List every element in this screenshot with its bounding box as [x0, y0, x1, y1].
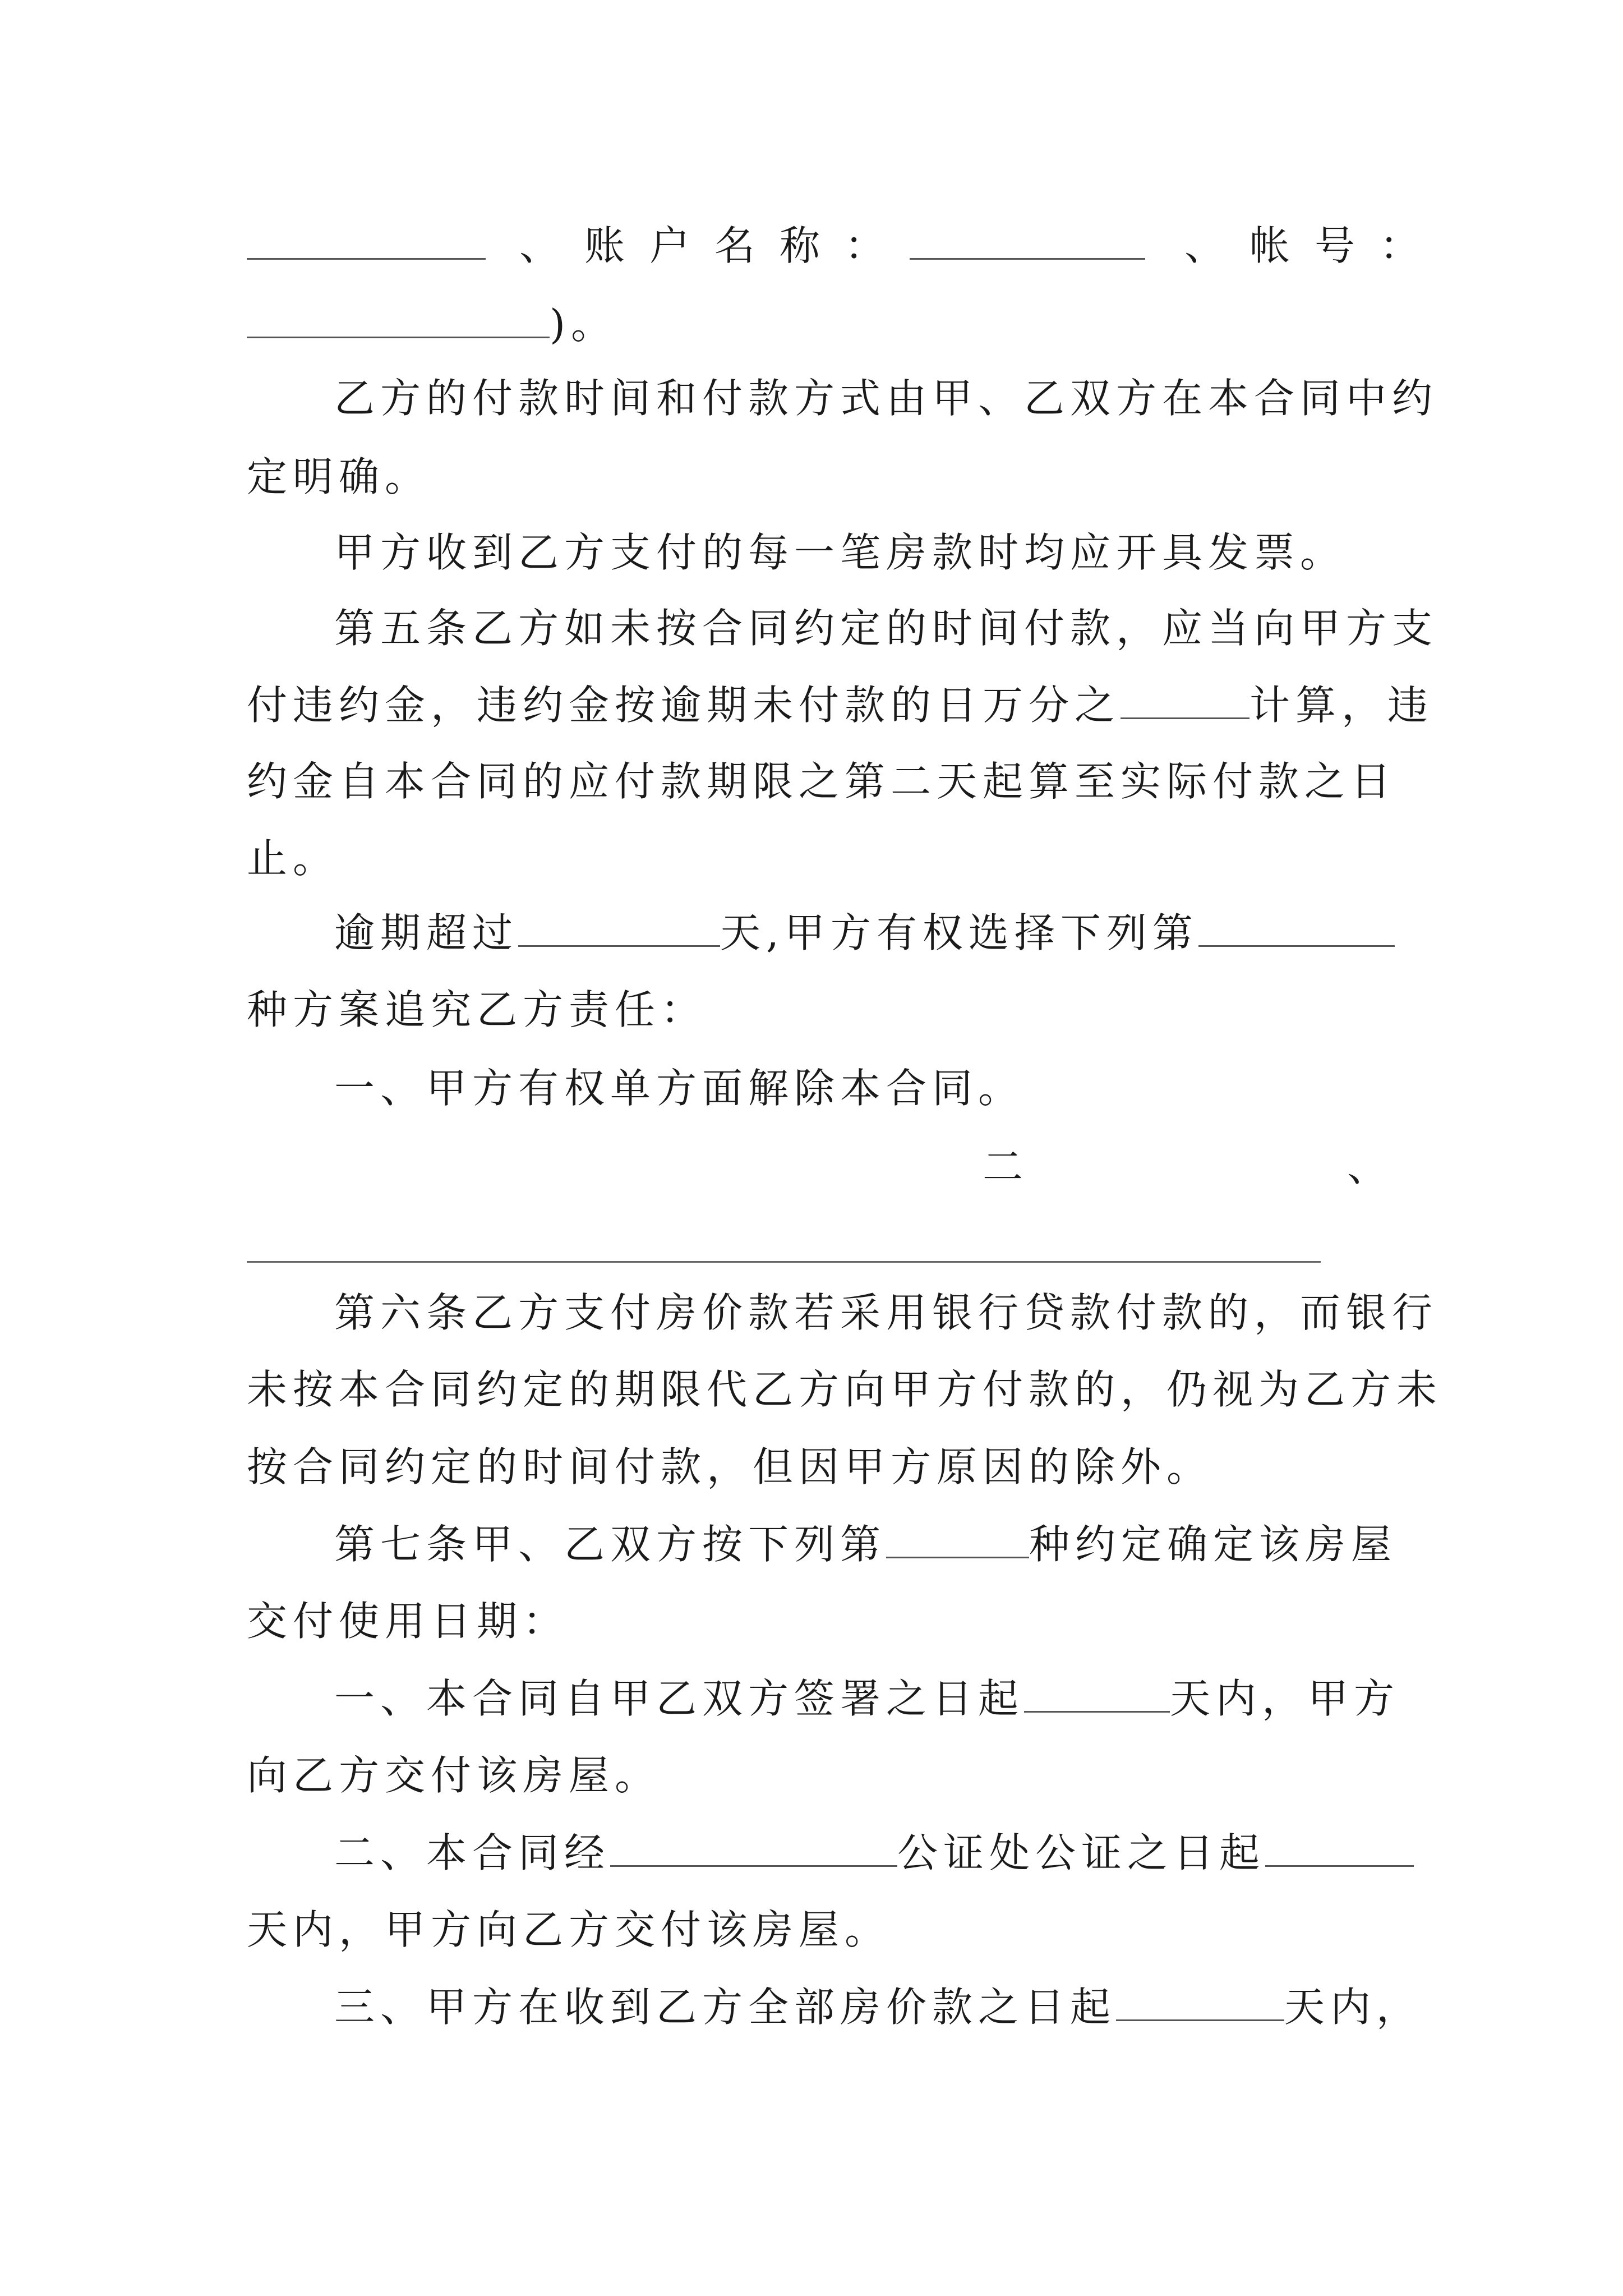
text-penalty: 付违约金，违约金按逾期未付款的日万分之 — [247, 682, 1121, 729]
paragraph-line — [247, 1973, 1423, 2041]
paragraph-line — [247, 1588, 1391, 1655]
text-delivery-date: 种约定确定该房屋 — [1029, 1521, 1398, 1568]
text-days-choose: 天,甲方有权选择下列第 — [720, 909, 1198, 956]
text-delivery-2: 二、本合同经 — [334, 1829, 611, 1876]
blank-field — [247, 297, 550, 338]
paragraph-line — [247, 1896, 1391, 1963]
text-account-number-label: 、帐号： — [1184, 222, 1445, 269]
text-end: 止。 — [247, 835, 339, 882]
text-notary: 公证处公证之日起 — [897, 1829, 1266, 1876]
blank-field — [518, 906, 720, 947]
blank-field — [886, 1517, 1029, 1558]
paragraph-line — [247, 748, 1397, 815]
text-calculate: 计算，违 — [1249, 682, 1434, 729]
text-bank-delay: 未按本合同约定的期限代乙方向甲方付款的，仍视为乙方未 — [247, 1366, 1443, 1413]
text-delivery-3: 三、甲方在收到乙方全部房价款之日起 — [334, 1984, 1117, 2031]
paragraph-line — [247, 519, 1391, 586]
paragraph-line — [247, 1742, 1391, 1809]
line-close-paren — [247, 291, 1391, 358]
blank-field — [910, 219, 1145, 260]
text-except: 按合同约定的时间付款，但因甲方原因的除外。 — [247, 1443, 1213, 1490]
paragraph-line — [247, 443, 1391, 510]
text-payment-method: 乙方的付款时间和付款方式由甲、乙双方在本合同中约 — [334, 375, 1438, 422]
blank-field — [1024, 1672, 1170, 1713]
blank-field — [610, 1826, 897, 1867]
text-deliver-days: 天内，甲方向乙方交付该房屋。 — [247, 1906, 891, 1953]
blank-field — [1121, 678, 1249, 719]
text-delivery-1: 一、本合同自甲乙双方签署之日起 — [334, 1675, 1025, 1722]
text-penalty-period: 约金自本合同的应付款期限之第二天起算至实际付款之日 — [247, 758, 1397, 805]
paragraph-line — [247, 671, 1434, 739]
paragraph-line — [247, 1511, 1398, 1578]
text-days-party-a: 天内，甲方 — [1170, 1675, 1400, 1722]
text-deliver-house: 向乙方交付该房屋。 — [247, 1752, 661, 1799]
text-article-7: 第七条甲、乙双方按下列第 — [334, 1521, 887, 1568]
paragraph-line — [247, 1279, 1438, 1346]
paragraph-line — [247, 1356, 1443, 1423]
text-close-paren: )。 — [550, 301, 617, 348]
text-overdue: 逾期超过 — [334, 909, 519, 956]
blank-field — [1265, 1826, 1414, 1867]
line-account-info — [247, 212, 1445, 279]
paragraph-line — [247, 1819, 1391, 1887]
text-plan: 种方案追究乙方责任： — [247, 986, 707, 1033]
paragraph-line — [247, 1133, 1394, 1200]
blank-line-rule — [247, 1261, 1321, 1263]
text-account-name-label: 、账户名称： — [519, 222, 910, 269]
text-option-2-number: 二 — [983, 1143, 1029, 1190]
text-option-2-comma: 、 — [1347, 1143, 1394, 1190]
text-article-6: 第六条乙方支付房价款若采用银行贷款付款的，而银行 — [334, 1289, 1438, 1336]
paragraph-line — [247, 1055, 1391, 1122]
paragraph-line — [247, 365, 1438, 432]
blank-field — [1198, 906, 1395, 947]
text-days-end: 天内， — [1284, 1984, 1423, 2031]
text-article-5: 第五条乙方如未按合同约定的时间付款，应当向甲方支 — [334, 605, 1438, 652]
paragraph-line — [247, 1433, 1391, 1501]
text-defined: 定明确。 — [247, 453, 431, 500]
blank-field — [1116, 1980, 1284, 2021]
paragraph-line — [247, 899, 1391, 967]
blank-field — [247, 219, 486, 260]
paragraph-line — [247, 825, 1391, 892]
paragraph-line — [247, 1665, 1400, 1732]
paragraph-line — [247, 976, 1391, 1043]
text-option-1: 一、甲方有权单方面解除本合同。 — [334, 1065, 1025, 1112]
paragraph-line — [247, 595, 1438, 662]
text-delivery-use: 交付使用日期： — [247, 1598, 569, 1645]
text-invoice: 甲方收到乙方支付的每一笔房款时均应开具发票。 — [334, 529, 1347, 576]
